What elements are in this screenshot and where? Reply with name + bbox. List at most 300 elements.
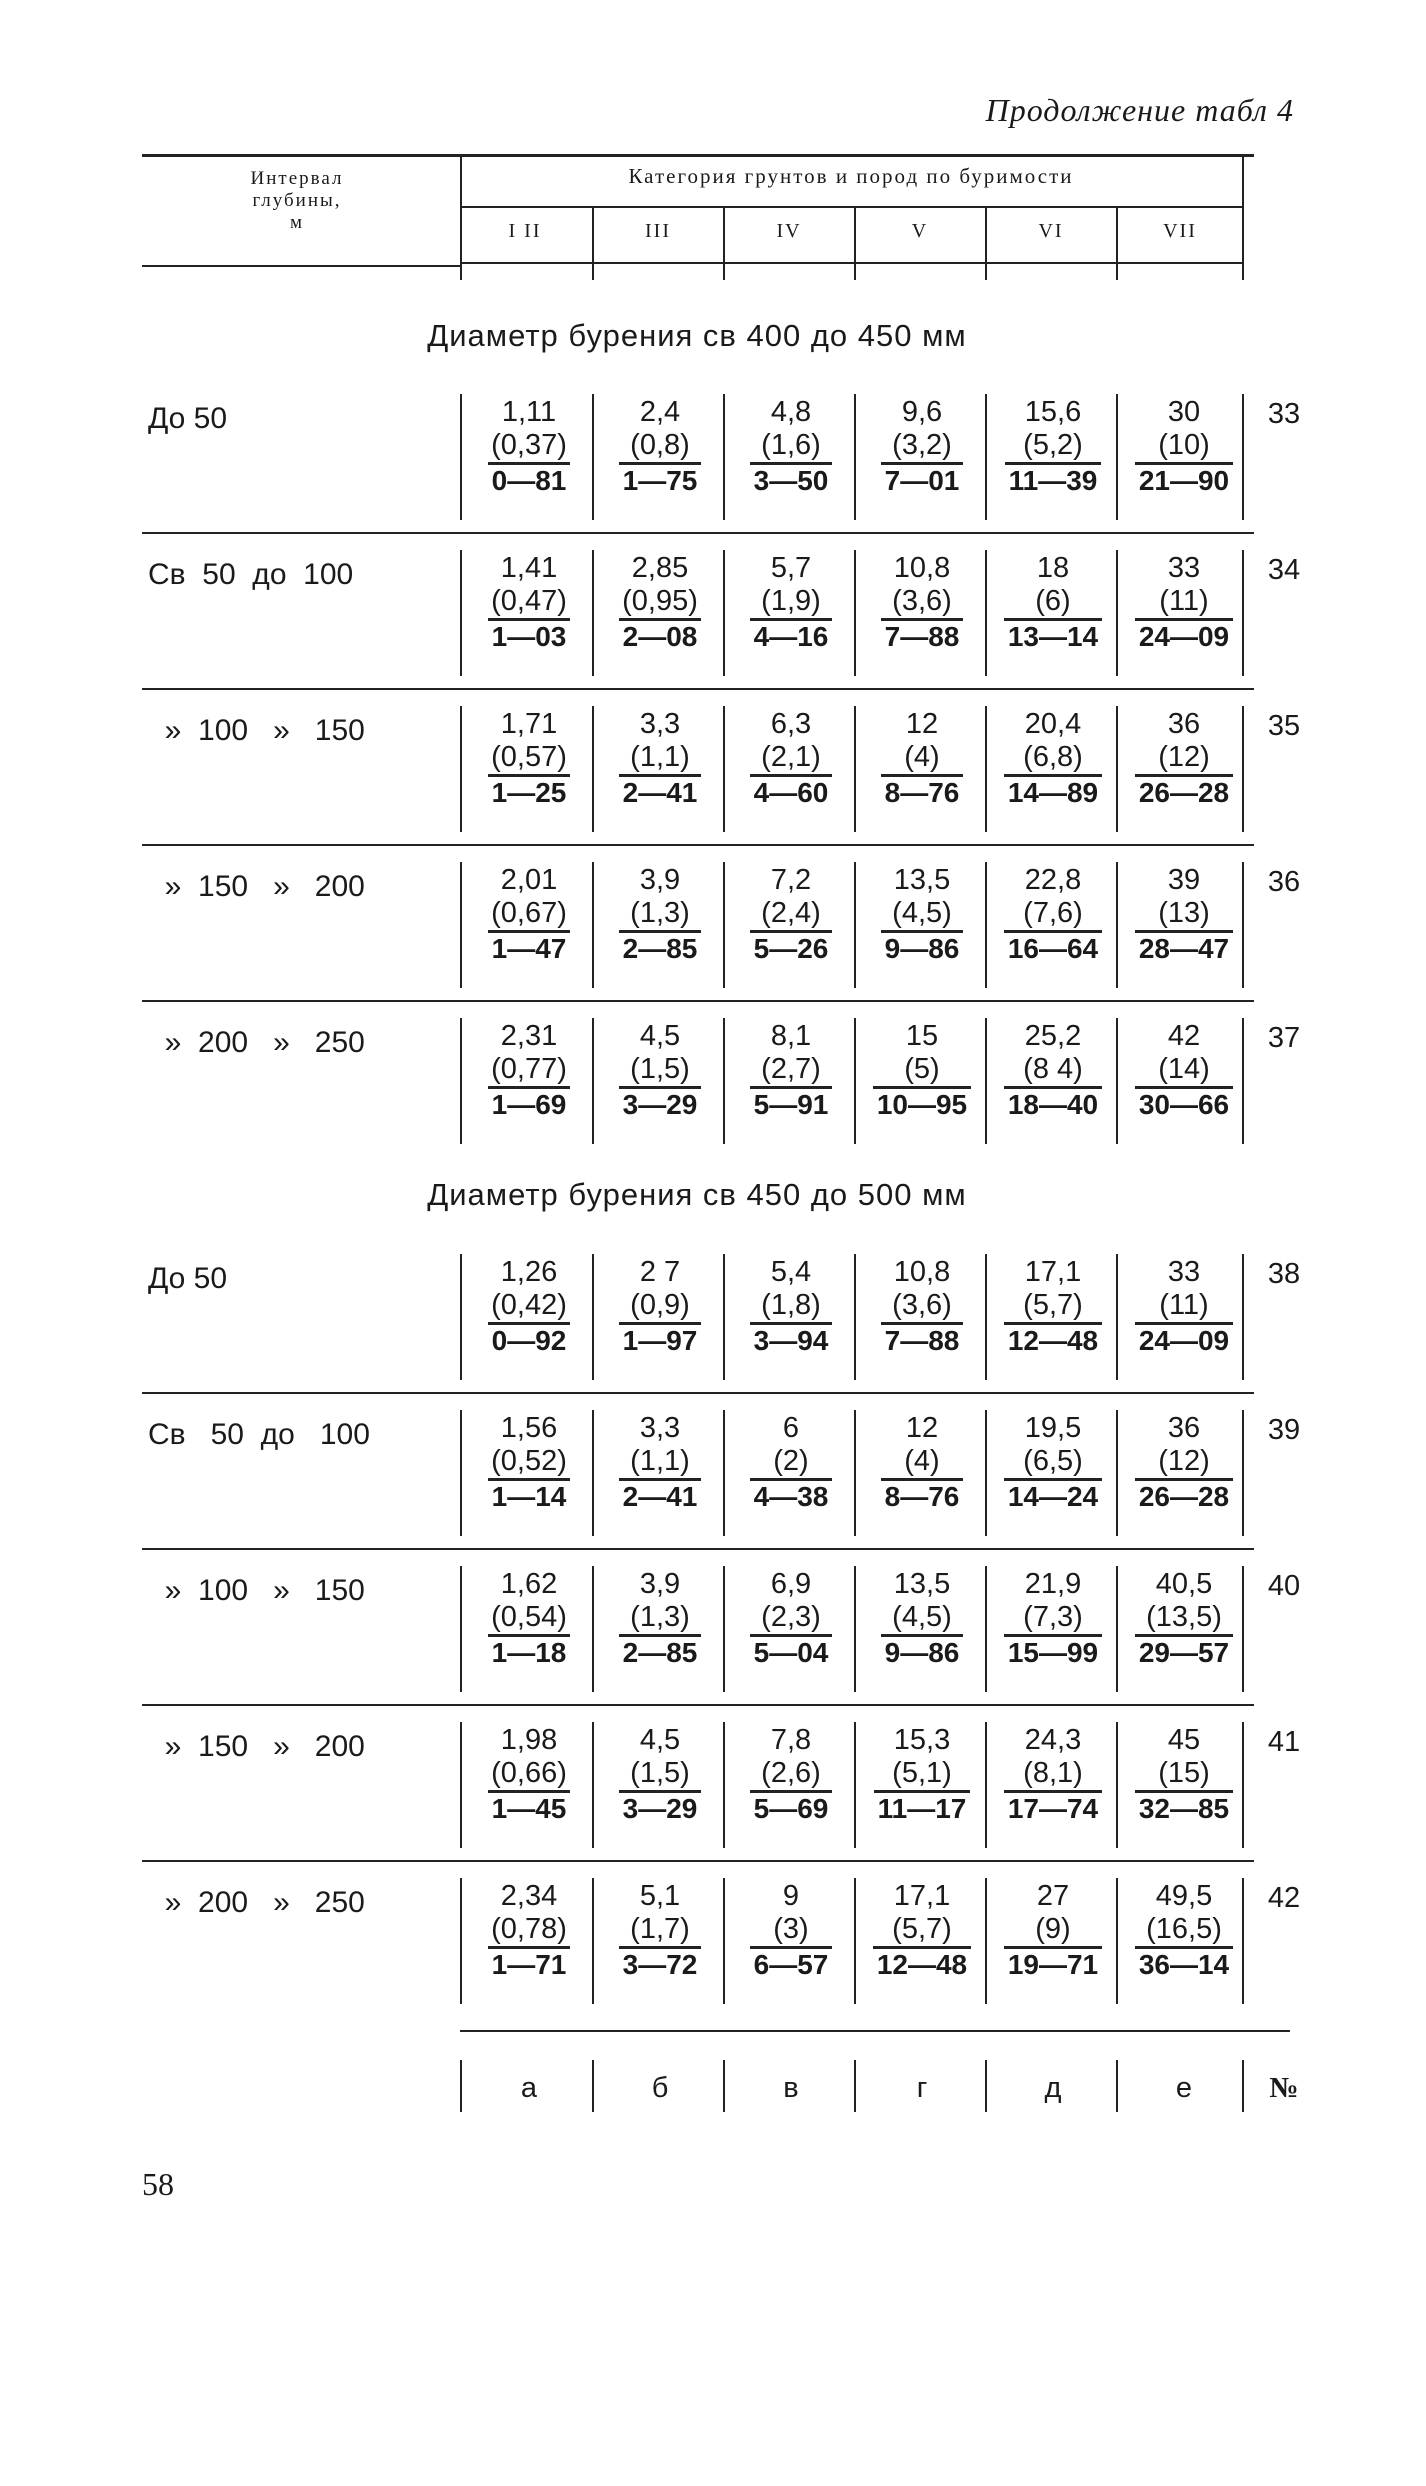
- value-cell: [990, 550, 1116, 653]
- cost-value: 39: [1167, 864, 1201, 896]
- secondary-value: (3): [773, 1913, 809, 1945]
- col-header: IV: [776, 220, 802, 242]
- cost-value: 6,9: [770, 1568, 812, 1600]
- column-rule: [723, 1254, 725, 1380]
- interval-label: Интервал глубины, м: [250, 168, 344, 233]
- column-rule: [592, 1566, 594, 1692]
- secondary-value: (8,1): [1023, 1757, 1083, 1789]
- cost-value: 2,85: [631, 552, 689, 584]
- value-cell: [597, 1878, 723, 1981]
- time-value: 3—72: [619, 1946, 702, 1981]
- column-rule: [985, 1878, 987, 2004]
- secondary-value: (1,1): [630, 741, 690, 773]
- secondary-value: (0,37): [491, 429, 567, 461]
- secondary-value: (1,5): [630, 1757, 690, 1789]
- cost-value: 49,5: [1155, 1880, 1213, 1912]
- col-header: VII: [1163, 220, 1197, 242]
- cost-value: 36: [1167, 1412, 1201, 1444]
- value-cell: [597, 1722, 723, 1825]
- cost-value: 1,41: [500, 552, 558, 584]
- column-letter: г: [916, 2072, 928, 2104]
- row-separator: [142, 844, 1254, 846]
- time-value: 5—69: [750, 1790, 833, 1825]
- depth-label: » 150 » 200: [148, 870, 365, 903]
- time-value: 3—29: [619, 1086, 702, 1121]
- column-rule: [854, 1410, 856, 1536]
- value-cell: [466, 1410, 592, 1513]
- time-value: 1—45: [488, 1790, 571, 1825]
- secondary-value: (1,8): [761, 1289, 821, 1321]
- cost-value: 12: [905, 708, 939, 740]
- column-rule: [723, 2060, 725, 2112]
- value-cell: [1121, 1722, 1247, 1825]
- secondary-value: (1,9): [761, 585, 821, 617]
- cost-value: 15,6: [1024, 396, 1082, 428]
- row-separator: [142, 688, 1254, 690]
- value-cell: [859, 706, 985, 809]
- value-cell: [728, 1410, 854, 1513]
- secondary-value: (2,1): [761, 741, 821, 773]
- table-row: [142, 1392, 1301, 1548]
- value-cell: [990, 1722, 1116, 1825]
- secondary-value: (1,3): [630, 1601, 690, 1633]
- cost-value: 2,01: [500, 864, 558, 896]
- time-value: 16—64: [1004, 930, 1102, 965]
- column-rule: [723, 1410, 725, 1536]
- secondary-value: (1,7): [630, 1913, 690, 1945]
- value-cell: [1121, 1018, 1247, 1121]
- column-rule: [1116, 706, 1118, 832]
- value-cell: [990, 1566, 1116, 1669]
- column-letter: е: [1175, 2072, 1193, 2104]
- row-separator: [142, 1704, 1254, 1706]
- column-rule: [854, 1566, 856, 1692]
- cost-value: 20,4: [1024, 708, 1082, 740]
- secondary-value: (4,5): [892, 897, 952, 929]
- column-rule: [592, 2060, 594, 2112]
- column-rule: [460, 394, 462, 520]
- column-letter: а: [520, 2072, 538, 2104]
- secondary-value: (16,5): [1146, 1913, 1222, 1945]
- time-value: 11—39: [1005, 462, 1102, 497]
- column-rule: [854, 394, 856, 520]
- value-cell: [990, 1254, 1116, 1357]
- cost-value: 6: [782, 1412, 800, 1444]
- secondary-value: (1,3): [630, 897, 690, 929]
- secondary-value: (5): [904, 1053, 940, 1085]
- column-rule: [1116, 1254, 1118, 1380]
- time-value: 5—26: [750, 930, 833, 965]
- table-row: [142, 1000, 1301, 1156]
- column-rule: [985, 706, 987, 832]
- time-value: 19—71: [1004, 1946, 1102, 1981]
- secondary-value: (12): [1158, 741, 1210, 773]
- cost-value: 33: [1167, 552, 1201, 584]
- column-rule: [1116, 2060, 1118, 2112]
- value-cell: [728, 1254, 854, 1357]
- cost-value: 4,5: [639, 1020, 681, 1052]
- time-value: 1—18: [488, 1634, 571, 1669]
- column-rule: [723, 394, 725, 520]
- column-rule: [1116, 394, 1118, 520]
- cost-value: 22,8: [1024, 864, 1082, 896]
- cost-value: 1,62: [500, 1568, 558, 1600]
- time-value: 21—90: [1135, 462, 1233, 497]
- cost-value: 5,4: [770, 1256, 812, 1288]
- secondary-value: (2,3): [761, 1601, 821, 1633]
- table-row: [142, 532, 1301, 688]
- column-rule: [592, 1878, 594, 2004]
- column-rule: [592, 1722, 594, 1848]
- cost-value: 18: [1036, 552, 1070, 584]
- time-value: 8—76: [881, 1478, 964, 1513]
- column-rule: [460, 1566, 462, 1692]
- cost-value: 8,1: [770, 1020, 812, 1052]
- secondary-value: (7,6): [1023, 897, 1083, 929]
- value-cell: [466, 1254, 592, 1357]
- secondary-value: (10): [1158, 429, 1210, 461]
- column-rule: [592, 1254, 594, 1380]
- time-value: 14—89: [1004, 774, 1102, 809]
- time-value: 18—40: [1004, 1086, 1102, 1121]
- column-rule: [460, 1722, 462, 1848]
- depth-label: Св 50 до 100: [148, 1418, 370, 1451]
- cost-value: 12: [905, 1412, 939, 1444]
- category-label: Категория грунтов и пород по буримости: [628, 164, 1074, 188]
- row-separator: [142, 532, 1254, 534]
- secondary-value: (6,5): [1023, 1445, 1083, 1477]
- secondary-value: (8 4): [1023, 1053, 1083, 1085]
- column-rule: [985, 1566, 987, 1692]
- value-cell: [597, 862, 723, 965]
- column-rule: [460, 1018, 462, 1144]
- value-cell: [728, 394, 854, 497]
- value-cell: [1121, 1566, 1247, 1669]
- secondary-value: (0,54): [491, 1601, 567, 1633]
- cost-value: 7,8: [770, 1724, 812, 1756]
- value-cell: [859, 1878, 985, 1981]
- interval-bottom-rule: [142, 265, 460, 267]
- secondary-value: (3,2): [892, 429, 952, 461]
- cost-value: 1,98: [500, 1724, 558, 1756]
- column-rule: [985, 1254, 987, 1380]
- cost-value: 15,3: [893, 1724, 951, 1756]
- time-value: 32—85: [1135, 1790, 1233, 1825]
- time-value: 5—91: [750, 1086, 833, 1121]
- value-cell: [728, 862, 854, 965]
- column-rule: [460, 1410, 462, 1536]
- row-number: 41: [1267, 1726, 1301, 1758]
- secondary-value: (0,66): [491, 1757, 567, 1789]
- value-cell: [466, 862, 592, 965]
- row-number: 36: [1267, 866, 1301, 898]
- secondary-value: (2,6): [761, 1757, 821, 1789]
- cost-value: 1,56: [500, 1412, 558, 1444]
- secondary-value: (7,3): [1023, 1601, 1083, 1633]
- cost-value: 9: [782, 1880, 800, 1912]
- cost-value: 10,8: [893, 552, 951, 584]
- value-cell: [1121, 394, 1247, 497]
- cost-value: 5,1: [639, 1880, 681, 1912]
- secondary-value: (4): [904, 741, 940, 773]
- col-header: VI: [1038, 220, 1064, 242]
- time-value: 28—47: [1135, 930, 1233, 965]
- column-rule: [460, 2060, 462, 2112]
- cost-value: 17,1: [893, 1880, 951, 1912]
- secondary-value: (1,1): [630, 1445, 690, 1477]
- depth-label: » 200 » 250: [148, 1026, 365, 1059]
- section-title: Диаметр бурения св 400 до 450 мм: [427, 318, 967, 353]
- header-top-rule: [142, 154, 1254, 157]
- cost-value: 45: [1167, 1724, 1201, 1756]
- column-rule: [854, 1878, 856, 2004]
- depth-label: » 150 » 200: [148, 1730, 365, 1763]
- depth-label: До 50: [148, 1262, 228, 1295]
- secondary-value: (6): [1035, 585, 1071, 617]
- column-rule: [592, 706, 594, 832]
- column-rule: [854, 862, 856, 988]
- secondary-value: (5,7): [1023, 1289, 1083, 1321]
- secondary-value: (0,8): [630, 429, 690, 461]
- column-rule: [985, 550, 987, 676]
- value-cell: [728, 1566, 854, 1669]
- value-cell: [859, 1410, 985, 1513]
- value-cell: [990, 1018, 1116, 1121]
- time-value: 11—17: [874, 1790, 971, 1825]
- cost-value: 19,5: [1024, 1412, 1082, 1444]
- cost-value: 7,2: [770, 864, 812, 896]
- column-rule: [723, 706, 725, 832]
- value-cell: [728, 1722, 854, 1825]
- time-value: 4—16: [750, 618, 833, 653]
- time-value: 5—04: [750, 1634, 833, 1669]
- column-rule: [460, 1878, 462, 2004]
- column-rule: [460, 706, 462, 832]
- cost-value: 30: [1167, 396, 1201, 428]
- cost-value: 3,3: [639, 708, 681, 740]
- cost-value: 1,11: [501, 396, 557, 428]
- row-number: 35: [1267, 710, 1301, 742]
- secondary-value: (3,6): [892, 585, 952, 617]
- value-cell: [859, 1566, 985, 1669]
- time-value: 24—09: [1135, 1322, 1233, 1357]
- column-rule: [1116, 1018, 1118, 1144]
- time-value: 1—69: [488, 1086, 571, 1121]
- value-cell: [728, 706, 854, 809]
- page-number: 58: [142, 2166, 174, 2202]
- column-letter: в: [783, 2072, 799, 2104]
- value-cell: [859, 1722, 985, 1825]
- time-value: 9—86: [881, 930, 964, 965]
- value-cell: [728, 1878, 854, 1981]
- column-rule: [723, 1722, 725, 1848]
- column-rule: [460, 1254, 462, 1380]
- time-value: 1—25: [488, 774, 571, 809]
- column-rule: [854, 1018, 856, 1144]
- value-cell: [466, 1722, 592, 1825]
- cost-value: 3,9: [639, 1568, 681, 1600]
- category-rule: [460, 206, 1242, 208]
- value-cell: [728, 1018, 854, 1121]
- table-row: [142, 376, 1301, 532]
- cost-value: 21,9: [1024, 1568, 1082, 1600]
- time-value: 6—57: [750, 1946, 833, 1981]
- depth-label: » 200 » 250: [148, 1886, 365, 1919]
- secondary-value: (5,7): [892, 1913, 952, 1945]
- cost-value: 13,5: [893, 1568, 951, 1600]
- time-value: 24—09: [1135, 618, 1233, 653]
- cost-value: 3,3: [639, 1412, 681, 1444]
- secondary-value: (0,52): [491, 1445, 567, 1477]
- secondary-value: (9): [1035, 1913, 1071, 1945]
- header-divider: [1242, 154, 1244, 280]
- secondary-value: (0,78): [491, 1913, 567, 1945]
- secondary-value: (0,67): [491, 897, 567, 929]
- time-value: 12—48: [1004, 1322, 1102, 1357]
- cost-value: 13,5: [893, 864, 951, 896]
- time-value: 7—88: [881, 618, 964, 653]
- column-rule: [985, 2060, 987, 2112]
- cost-value: 9,6: [901, 396, 943, 428]
- secondary-value: (13,5): [1146, 1601, 1222, 1633]
- table-footer: [142, 2060, 1299, 2120]
- time-value: 3—94: [750, 1322, 833, 1357]
- cost-value: 27: [1036, 1880, 1070, 1912]
- value-cell: [466, 550, 592, 653]
- cost-value: 6,3: [770, 708, 812, 740]
- column-rule: [985, 1410, 987, 1536]
- value-cell: [597, 706, 723, 809]
- table-row: [142, 844, 1301, 1000]
- value-cell: [597, 394, 723, 497]
- column-rule: [1116, 862, 1118, 988]
- time-value: 0—92: [488, 1322, 571, 1357]
- cost-value: 10,8: [893, 1256, 951, 1288]
- value-cell: [466, 1878, 592, 1981]
- table-row: [142, 688, 1301, 844]
- column-rule: [592, 862, 594, 988]
- depth-label: » 100 » 150: [148, 714, 365, 747]
- secondary-value: (5,2): [1023, 429, 1083, 461]
- number-column-label: №: [1269, 2072, 1299, 2104]
- secondary-value: (2,4): [761, 897, 821, 929]
- value-cell: [1121, 1410, 1247, 1513]
- time-value: 2—41: [619, 1478, 702, 1513]
- time-value: 15—99: [1004, 1634, 1102, 1669]
- secondary-value: (0,57): [491, 741, 567, 773]
- cost-value: 5,7: [770, 552, 812, 584]
- column-rule: [592, 1018, 594, 1144]
- cost-value: 24,3: [1024, 1724, 1082, 1756]
- time-value: 14—24: [1004, 1478, 1102, 1513]
- secondary-value: (0,47): [491, 585, 567, 617]
- value-cell: [1121, 706, 1247, 809]
- column-rule: [460, 550, 462, 676]
- time-value: 36—14: [1135, 1946, 1233, 1981]
- value-cell: [597, 1566, 723, 1669]
- depth-label: » 100 » 150: [148, 1574, 365, 1607]
- row-separator: [142, 1548, 1254, 1550]
- value-cell: [1121, 1254, 1247, 1357]
- table-row: [142, 1860, 1301, 2016]
- cost-value: 2,34: [500, 1880, 558, 1912]
- value-cell: [990, 394, 1116, 497]
- col-header: I II: [508, 220, 542, 242]
- secondary-value: (1,5): [630, 1053, 690, 1085]
- cost-value: 2,4: [639, 396, 681, 428]
- row-separator: [142, 1860, 1254, 1862]
- value-cell: [990, 706, 1116, 809]
- row-number: 39: [1267, 1414, 1301, 1446]
- secondary-value: (1,6): [761, 429, 821, 461]
- value-cell: [859, 550, 985, 653]
- value-cell: [1121, 1878, 1247, 1981]
- time-value: 1—14: [488, 1478, 571, 1513]
- value-cell: [859, 1254, 985, 1357]
- depth-label: До 50: [148, 402, 228, 435]
- value-cell: [859, 862, 985, 965]
- row-number: 37: [1267, 1022, 1301, 1054]
- value-cell: [597, 1018, 723, 1121]
- time-value: 26—28: [1135, 774, 1233, 809]
- column-rule: [985, 862, 987, 988]
- time-value: 3—50: [750, 462, 833, 497]
- column-rule: [723, 862, 725, 988]
- value-cell: [597, 550, 723, 653]
- row-number: 34: [1267, 554, 1301, 586]
- cost-value: 40,5: [1155, 1568, 1213, 1600]
- value-cell: [990, 1410, 1116, 1513]
- continuation-label: Продолжение табл 4: [985, 92, 1294, 128]
- time-value: 2—85: [619, 930, 702, 965]
- value-cell: [990, 862, 1116, 965]
- row-number: 38: [1267, 1258, 1301, 1290]
- secondary-value: (13): [1158, 897, 1210, 929]
- cost-value: 15: [905, 1020, 939, 1052]
- value-cell: [597, 1410, 723, 1513]
- column-rule: [854, 1722, 856, 1848]
- time-value: 10—95: [873, 1086, 971, 1121]
- secondary-value: (4): [904, 1445, 940, 1477]
- row-number: 42: [1267, 1882, 1301, 1914]
- cost-value: 2,31: [500, 1020, 558, 1052]
- column-rule: [460, 862, 462, 988]
- secondary-value: (14): [1158, 1053, 1210, 1085]
- time-value: 13—14: [1004, 618, 1102, 653]
- col-header: III: [645, 220, 671, 242]
- time-value: 17—74: [1004, 1790, 1102, 1825]
- row-number: 33: [1267, 398, 1301, 430]
- column-rule: [1116, 550, 1118, 676]
- secondary-value: (0,77): [491, 1053, 567, 1085]
- column-rule: [1116, 1566, 1118, 1692]
- secondary-value: (0,95): [622, 585, 698, 617]
- row-number: 40: [1267, 1570, 1301, 1602]
- secondary-value: (4,5): [892, 1601, 952, 1633]
- cost-value: 2 7: [639, 1256, 681, 1288]
- time-value: 26—28: [1135, 1478, 1233, 1513]
- col-header: V: [911, 220, 929, 242]
- time-value: 0—81: [488, 462, 571, 497]
- secondary-value: (3,6): [892, 1289, 952, 1321]
- time-value: 1—71: [488, 1946, 571, 1981]
- cost-value: 42: [1167, 1020, 1201, 1052]
- cost-value: 4,8: [770, 396, 812, 428]
- time-value: 30—66: [1135, 1086, 1233, 1121]
- time-value: 4—38: [750, 1478, 833, 1513]
- value-cell: [466, 706, 592, 809]
- cost-value: 25,2: [1024, 1020, 1082, 1052]
